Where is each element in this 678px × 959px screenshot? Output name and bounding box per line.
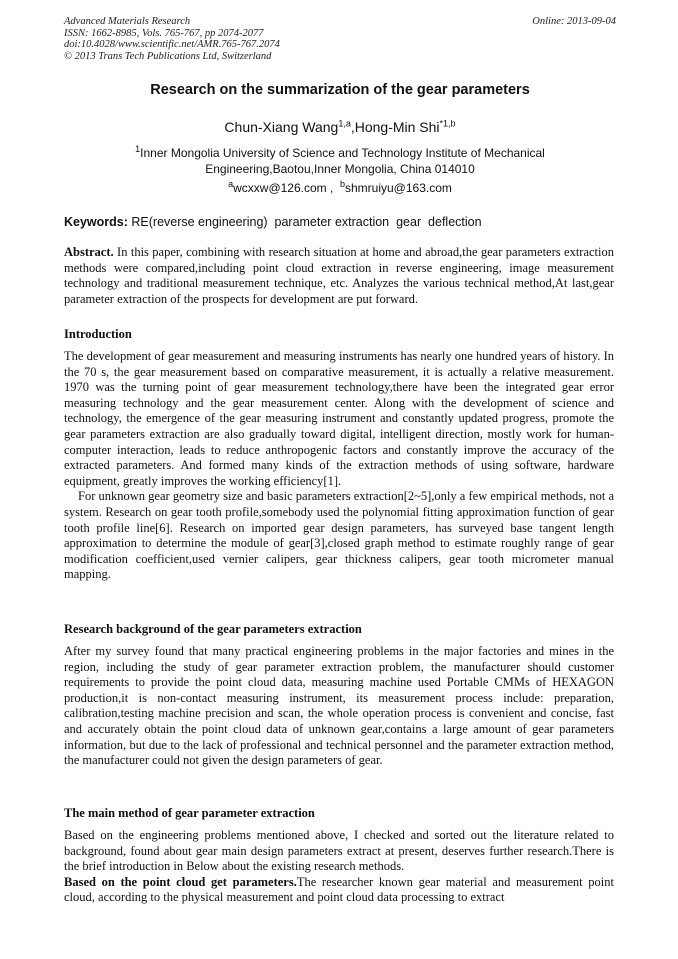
affiliation [64, 146, 616, 177]
abstract-label: Abstract. [64, 245, 114, 259]
email-b: shmruiyu@163.com [345, 181, 452, 195]
background-body [64, 644, 614, 769]
author-line [64, 119, 616, 135]
email-a-sup: a [228, 179, 234, 189]
abstract-text: In this paper, combining with research situation at home and abroad,the gear parameters extraction methods were compared,including point cloud extraction in reverse engineering, image measurement technology and traditional measurement technique, etc. Analyzes the various technical method,At last,gear parameter extraction of the prospects for development are put forward. [64, 245, 614, 306]
email-b-sup: b [339, 179, 345, 189]
introduction-paragraph-2: For unknown gear geometry size and basic parameters extraction[2~5],only a few empirical methods, not a system. Research on gear tooth profile,somebody used the polynomial fitting approximation function of gear tooth profile line[6]. Research on imported gear design parameters, has surveyed base tangent length approximation to determine the module of gear[3],closed graph method to estimate roughly range of gear modification coefficient,used vernier calipers, gear thickness calipers, gear tooth micrometer manual mapping. [64, 489, 614, 582]
keywords [64, 215, 616, 229]
main-method-body [64, 828, 614, 906]
keywords-text: RE(reverse engineering) parameter extraction gear deflection [127, 215, 482, 229]
background-paragraph-1: After my survey found that many practical engineering problems in the major factories and mines in the region, including the study of gear parameter extraction problem, the manufacturer should customer requirements to provide the point cloud data, measuring machine used Portable CMMs of HEXAGON production,it is non-contact measuring instrument, its measurement process include: preparation, calibration,testing machine precision and scan, the whole operation process is convenient and concise, fast and accurately obtain the point cloud data of unknown gear,contains a large amount of gear parameters information, but due to the lack of professional and technical personnel and the parameter extraction method, the manufacturer could not given the design parameters of gear. [64, 644, 614, 768]
author-1-name: Chun-Xiang Wang [224, 119, 339, 135]
author-emails [64, 181, 616, 195]
author-separator: , [350, 119, 355, 135]
background-heading: Research background of the gear parameters extraction [64, 622, 362, 636]
introduction-heading: Introduction [64, 327, 132, 341]
author-2-sup: *1,b [439, 118, 456, 129]
journal-header [64, 16, 616, 62]
author-1-sup: 1,a [338, 118, 351, 129]
main-method-p2-label: Based on the point cloud get parameters. [64, 874, 297, 889]
email-a: wcxxw@126.com , [233, 181, 340, 195]
online-date: Online: 2013-09-04 [532, 16, 616, 27]
introduction-body [64, 349, 614, 583]
journal-name: Advanced Materials Research [64, 16, 191, 27]
issn-line: ISSN: 1662-8985, Vols. 765-767, pp 2074-2077 [64, 27, 264, 39]
doi-line: doi:10.4028/www.scientific.net/AMR.765-767.2074 [64, 39, 280, 51]
author-2-name: Hong-Min Shi [354, 119, 440, 135]
main-method-heading: The main method of gear parameter extraction [64, 806, 315, 820]
abstract [64, 245, 614, 307]
main-method-p2-text: The researcher known gear material and measurement point cloud, according to the physical measurement and point cloud data processing to extract [64, 874, 614, 905]
main-method-paragraph-2 [64, 875, 614, 906]
introduction-paragraph-1: The development of gear measurement and measuring instruments has nearly one hundred years of history. In the 70 s, the gear measurement based on comparative measurement, it is actually a relative measurement. 1970 was the turning point of gear measurement technology,there have been the integrated gear error measuring technology and the gear measurement center. Along with the development of science and technology, the emergence of the gear measuring instrument and constantly updated progress, promote the gear parameters extraction are also gradually toward digital, intelligent direction, mostly work for human-computer interaction, leads to reduce anthropogenic factors and constantly improve the accuracy of the extracted parameters. And formed many kinds of the extraction methods of using software, hardware equipment, greatly improves the working efficiency[1]. [64, 349, 614, 488]
main-method-paragraph-1: Based on the engineering problems mentioned above, I checked and sorted out the literature related to background, found about gear main design parameters extract at present, deserves further research.There is the brief introduction in Below about the existing research methods. [64, 828, 614, 874]
keywords-label: Keywords: [64, 215, 128, 229]
copyright-line: © 2013 Trans Tech Publications Ltd, Switzerland [64, 50, 272, 62]
affiliation-line-1: Inner Mongolia University of Science and Technology Institute of Mechanical [140, 146, 545, 160]
affiliation-sup: 1 [135, 144, 141, 154]
paper-title: Research on the summarization of the gear parameters [150, 82, 530, 98]
affiliation-line-2: Engineering,Baotou,Inner Mongolia, China 014010 [205, 161, 475, 176]
